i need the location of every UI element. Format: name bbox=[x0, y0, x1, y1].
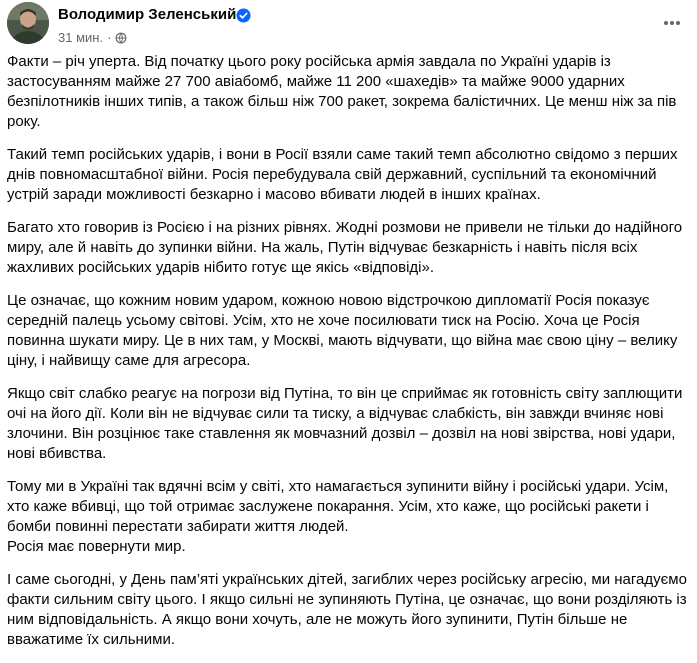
post-header bbox=[7, 2, 690, 50]
post-paragraph: І саме сьогодні, у День пам’яті українських дітей, загиблих через російську агресію, ми нагадуємо факти сильним світу цього. І якщо сильні не зупиняють Путіна, це означає, що вони розділяють із ним відповідальність. А якщо вони хочуть, але не можуть його зупинити, Путін більше не вважатиме їх сильними. bbox=[7, 571, 687, 648]
author-name[interactable]: Володимир Зеленський bbox=[58, 6, 237, 23]
globe-icon[interactable] bbox=[115, 32, 127, 44]
meta-separator: · bbox=[107, 30, 112, 45]
post-paragraph: Тому ми в Україні так вдячні всім у світі, хто намагається зупинити війну і російські удари. Усім, хто каже вбивці, що той отримає заслужене покарання. Усім, хто каже, що російські ракети і бомби повинні перестати забирати життя людей. Росія має повернути мир. bbox=[7, 478, 669, 555]
verified-badge-icon[interactable] bbox=[236, 8, 251, 23]
post-paragraph: Якщо світ слабко реагує на погрози від Путіна, то він це сприймає як готовність світу заплющити очі на його дії. Коли він не відчуває сили та тиску, а відчуває слабкість, він завжди вчиняє нові злочини. Він розцінює таке ставлення як мовчазний дозвіл – дозвіл на нові звірства, нові удари, нові вбивства. bbox=[7, 385, 683, 462]
avatar[interactable] bbox=[7, 2, 49, 44]
avatar-photo bbox=[7, 2, 49, 44]
post-body bbox=[7, 52, 690, 663]
post-paragraph: Це означає, що кожним новим ударом, кожною новою відстрочкою дипломатії Росія показує середній палець усьому світові. Усім, хто не хоче посилювати тиск на Росію. Хоча це Росія повинна шукати миру. Це в них там, у Москві, мають відчувати, що війна має свою ціну – велику ціну, і найвищу саме для агресора. bbox=[7, 292, 678, 369]
post-timestamp[interactable]: 31 мин. bbox=[58, 30, 104, 45]
more-options-button[interactable] bbox=[654, 5, 690, 41]
post-paragraph: Багато хто говорив із Росією і на різних рівнях. Жодні розмови не привели не тільки до надійного миру, але й навіть до зупинки війни. На жаль, Путін відчуває безкарність і навіть після всіх жахливих російських ударів нібито готує ще якісь «відповіді». bbox=[7, 219, 683, 276]
post-paragraph: Такий темп російських ударів, і вони в Росії взяли саме такий темп абсолютно свідомо з перших днів повномасштабної війни. Росія перебудувала свій державний, суспільний та економічний устрій заради можливості безкарно і масово вбивати людей в інших країнах. bbox=[7, 146, 678, 203]
post-meta bbox=[58, 30, 127, 45]
more-options-icon bbox=[662, 13, 682, 33]
post-paragraph: Факти – річ уперта. Від початку цього року російська армія завдала по Україні ударів із застосуванням майже 27 700 авіабомб, майже 11 200 «шахедів» та майже 9000 ударних безпілотників інших типів, а також більш ніж 700 ракет, зокрема балістичних. Це менш ніж за пів року. bbox=[7, 53, 677, 130]
